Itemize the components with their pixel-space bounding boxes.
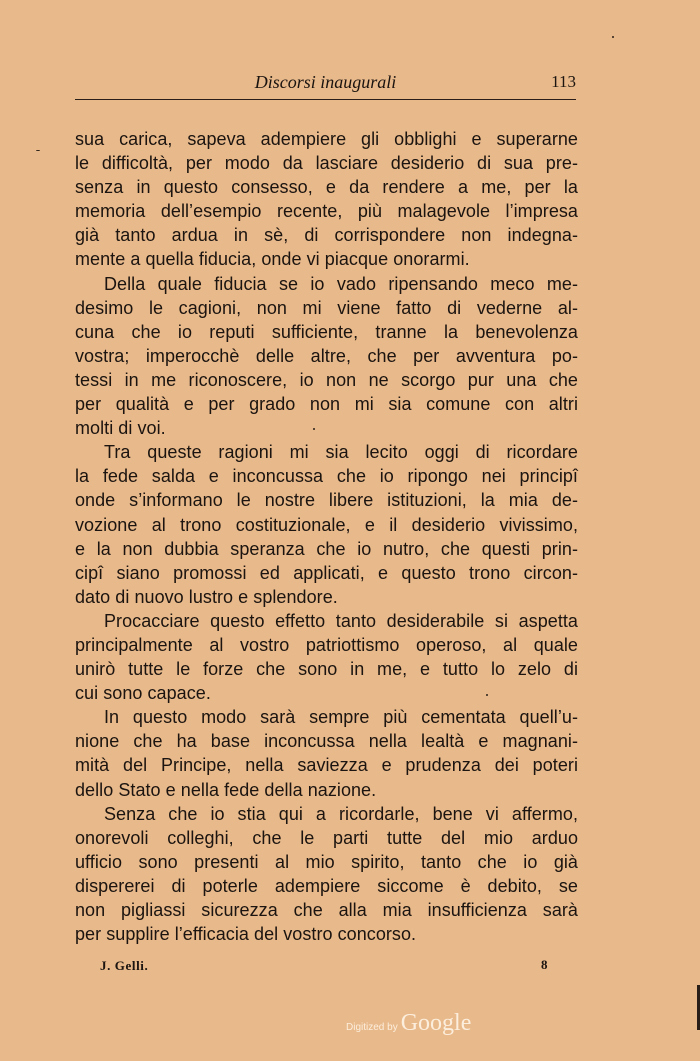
text-line: Della quale fiducia se io vado ripensando meco me- bbox=[104, 273, 578, 294]
text-line: dato di nuovo lustro e splendore. bbox=[75, 586, 338, 607]
text-line: Senza che io stia qui a ricordarle, bene vi affermo, bbox=[104, 803, 578, 824]
digitized-watermark bbox=[346, 1010, 471, 1037]
ink-speck bbox=[36, 150, 40, 151]
text-line: mità del Principe, nella saviezza e prudenza dei poteri bbox=[75, 755, 578, 776]
page-body bbox=[75, 127, 578, 946]
text-line: onde s’informano le nostre libere istituzioni, la mia de- bbox=[75, 490, 578, 511]
text-line: mente a quella fiducia, onde vi piacque onorarmi. bbox=[75, 249, 470, 270]
signature-mark: J. Gelli. bbox=[100, 958, 149, 973]
text-line: la fede salda e inconcussa che io ripongo nei principî bbox=[75, 466, 578, 487]
text-line: dispererei di poterle adempiere siccome è debito, se bbox=[75, 875, 578, 896]
text-line: molti di voi. bbox=[75, 418, 166, 439]
text-line: dello Stato e nella fede della nazione. bbox=[75, 779, 377, 800]
text-line: non pigliassi sicurezza che alla mia insufficienza sarà bbox=[75, 900, 578, 920]
digitized-prefix: Digitized by bbox=[346, 1022, 398, 1033]
text-line: In questo modo sarà sempre più cementata quell’u- bbox=[104, 707, 578, 728]
text-line: per qualità e per grado non mi sia comune con altri bbox=[75, 394, 578, 415]
header-rule bbox=[75, 99, 576, 100]
text-line: nione che ha base inconcussa nella lealtà e magnani- bbox=[75, 731, 578, 752]
text-line: onorevoli colleghi, che le parti tutte del mio arduo bbox=[75, 827, 578, 848]
signature-number: 8 bbox=[541, 957, 548, 972]
running-head bbox=[75, 72, 576, 94]
text-line: ufficio sono presenti al mio spirito, tanto che io già bbox=[75, 851, 578, 872]
text-line: memoria dell’esempio recente, più malagevole l’impresa bbox=[75, 201, 578, 222]
text-line: Tra queste ragioni mi sia lecito oggi di ricordare bbox=[104, 442, 578, 463]
text-line: cuna che io reputi sufficiente, tranne la benevolenza bbox=[75, 321, 578, 342]
ink-speck bbox=[313, 428, 315, 430]
page-number: 113 bbox=[551, 72, 576, 91]
text-line: sua carica, sapeva adempiere gli obblighi e superarne bbox=[75, 129, 578, 149]
text-line: desimo le cagioni, non mi viene fatto di vederne al- bbox=[75, 297, 578, 318]
text-line: vozione al trono costituzionale, e il desiderio vivissimo, bbox=[75, 514, 578, 535]
text-line: cui sono capace. bbox=[75, 683, 211, 704]
text-line: unirò tutte le forze che sono in me, e tutto lo zelo di bbox=[75, 659, 578, 680]
text-line: cipî siano promossi ed applicati, e questo trono circon- bbox=[75, 562, 578, 583]
text-line: già tanto ardua in sè, di corrispondere non indegna- bbox=[75, 225, 578, 246]
ink-speck bbox=[612, 36, 614, 38]
text-line: le difficoltà, per modo da lasciare desiderio di sua pre- bbox=[75, 153, 578, 174]
text-line: tessi in me riconoscere, io non ne scorgo pur una che bbox=[75, 369, 578, 390]
text-line: per supplire l’efficacia del vostro concorso. bbox=[75, 924, 417, 945]
running-title: Discorsi inaugurali bbox=[254, 72, 397, 92]
google-logo: Google bbox=[400, 1010, 472, 1036]
text-line: vostra; imperocchè delle altre, che per avventura po- bbox=[75, 345, 578, 366]
ink-speck bbox=[486, 694, 488, 696]
text-line: principalmente al vostro patriottismo operoso, al quale bbox=[75, 634, 578, 655]
text-line: e la non dubbia speranza che io nutro, che questi prin- bbox=[75, 538, 578, 559]
text-line: senza in questo consesso, e da rendere a me, per la bbox=[75, 177, 578, 198]
text-line: Procacciare questo effetto tanto desiderabile si aspetta bbox=[104, 610, 578, 631]
